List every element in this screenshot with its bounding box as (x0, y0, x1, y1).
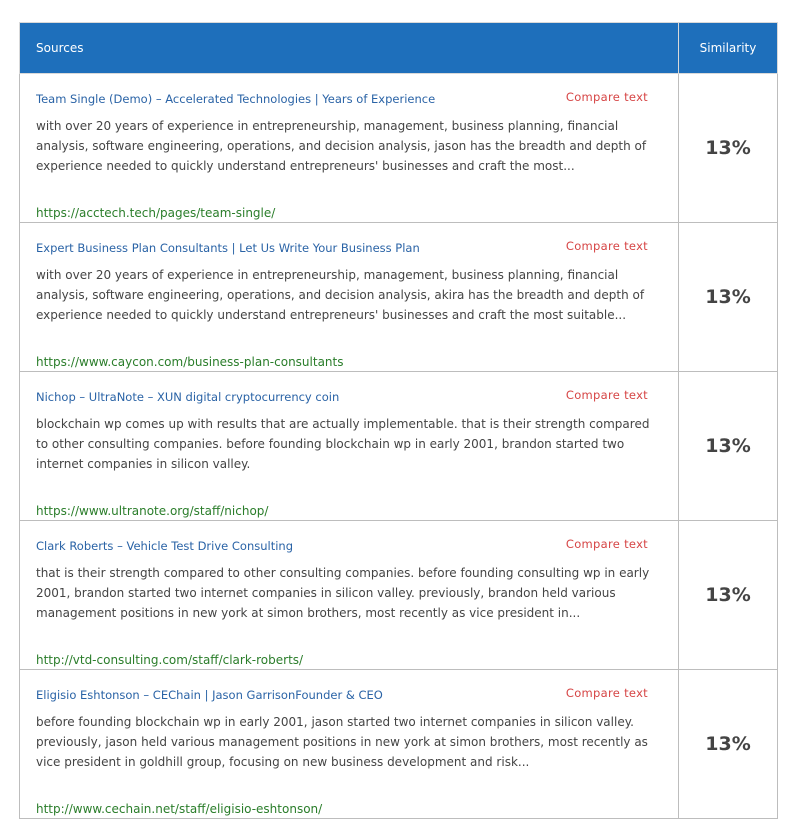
compare-text-button[interactable]: Compare text (565, 388, 648, 402)
matched-snippet: with over 20 years of experience in entrepreneurship, management, business planning, financial analysis, software engineering, operations, and decision analysis, akira has the breadth and depth of experience needed to quickly understand entrepreneurs' businesses and craft the most suitable... (36, 268, 645, 322)
table-row (20, 372, 778, 521)
compare-text-button[interactable]: Compare text (565, 537, 648, 551)
matched-snippet: with over 20 years of experience in entrepreneurship, management, business planning, financial analysis, software engineering, operations, and decision analysis, jason has the breadth and depth of experience needed to quickly understand entrepreneurs' businesses and craft the most... (36, 119, 647, 173)
source-cell (20, 74, 679, 223)
source-url-link[interactable]: https://acctech.tech/pages/team-single/ (36, 206, 276, 220)
table-row (20, 223, 778, 372)
sources-table (19, 22, 778, 819)
similarity-value: 13% (679, 372, 778, 521)
matched-snippet: before founding blockchain wp in early 2001, jason started two internet companies in silicon valley. previously, jason held various management positions in new york at simon brothers, most recently as vice president in goldhill group, focusing on new business development and risk... (36, 715, 648, 769)
source-url-link[interactable]: http://www.cechain.net/staff/eligisio-eshtonson/ (36, 802, 323, 816)
table-row (20, 74, 778, 223)
matched-snippet: blockchain wp comes up with results that are actually implementable. that is their strength compared to other consulting companies. before founding blockchain wp in early 2001, brandon started two internet companies in silicon valley. (36, 417, 650, 471)
source-url-link[interactable]: https://www.caycon.com/business-plan-consultants (36, 355, 344, 369)
table-header-row (20, 23, 778, 74)
similarity-value: 13% (679, 223, 778, 372)
source-cell (20, 670, 679, 819)
table-row (20, 670, 778, 819)
source-title-link[interactable]: Eligisio Eshtonson – CEChain | Jason GarrisonFounder & CEO (36, 688, 383, 702)
compare-text-button[interactable]: Compare text (565, 90, 648, 104)
similarity-column-header: Similarity (679, 23, 778, 74)
source-url-link[interactable]: http://vtd-consulting.com/staff/clark-roberts/ (36, 653, 304, 667)
source-cell (20, 223, 679, 372)
source-url-link[interactable]: https://www.ultranote.org/staff/nichop/ (36, 504, 269, 518)
compare-text-button[interactable]: Compare text (565, 686, 648, 700)
table-row (20, 521, 778, 670)
source-title-link[interactable]: Nichop – UltraNote – XUN digital cryptocurrency coin (36, 390, 340, 404)
source-cell (20, 521, 679, 670)
similarity-value: 13% (679, 74, 778, 223)
source-cell (20, 372, 679, 521)
source-title-link[interactable]: Clark Roberts – Vehicle Test Drive Consulting (36, 539, 294, 553)
source-title-link[interactable]: Team Single (Demo) – Accelerated Technologies | Years of Experience (36, 92, 436, 106)
source-title-link[interactable]: Expert Business Plan Consultants | Let Us Write Your Business Plan (36, 241, 420, 255)
sources-column-header: Sources (20, 23, 679, 74)
similarity-value: 13% (679, 670, 778, 819)
matched-snippet: that is their strength compared to other consulting companies. before founding consulting wp in early 2001, brandon started two internet companies in silicon valley. previously, brandon held various management positions in new york at simon brothers, most recently as vice president in... (36, 566, 650, 620)
similarity-value: 13% (679, 521, 778, 670)
compare-text-button[interactable]: Compare text (565, 239, 648, 253)
